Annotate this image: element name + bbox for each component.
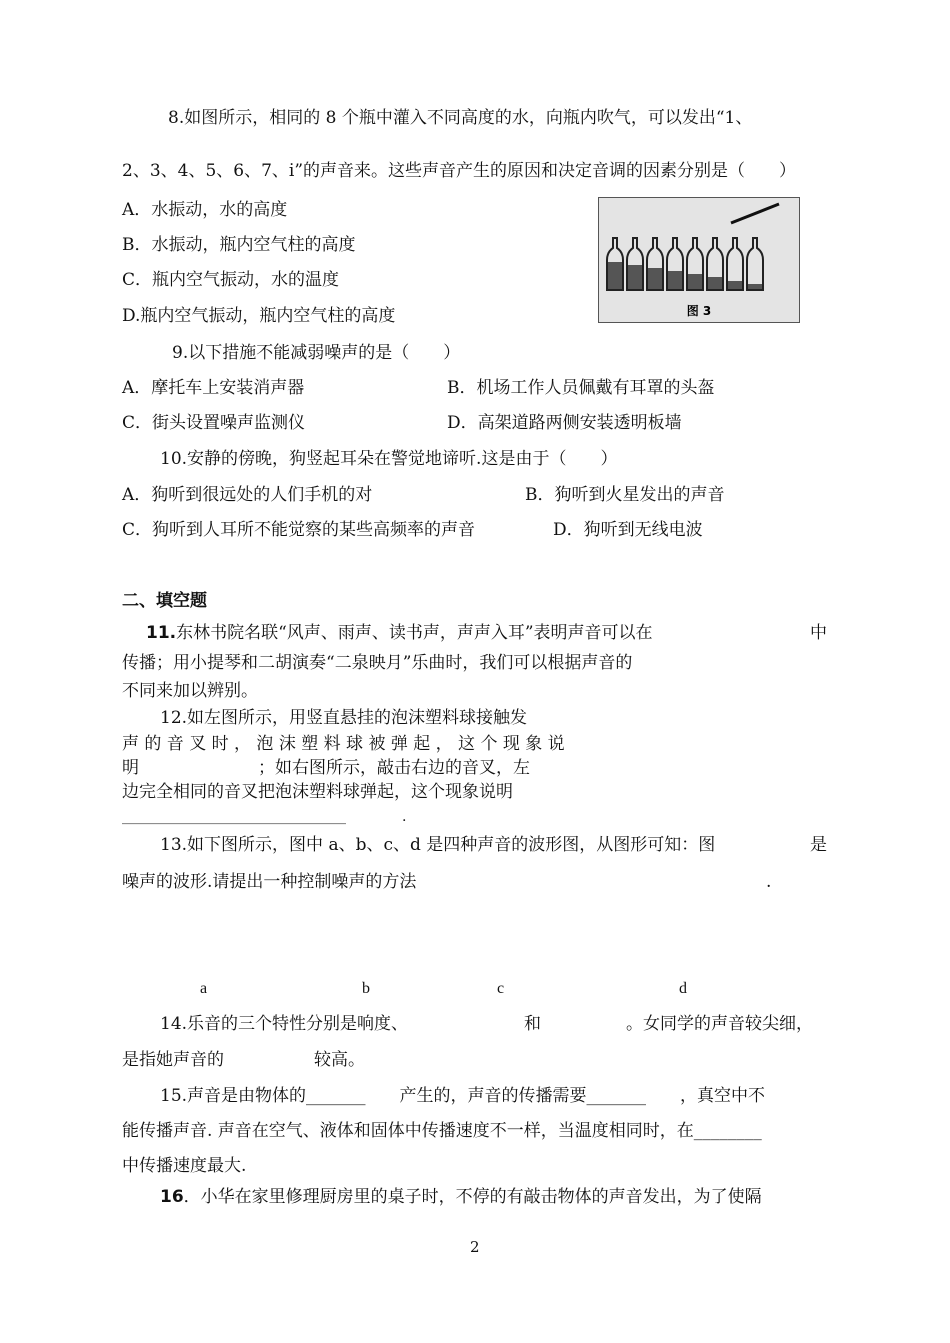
q8-option-a: A．水振动，水的高度: [122, 200, 288, 220]
q10-option-b: B．狗听到火星发出的声音: [525, 485, 725, 505]
figure-caption: 图 3: [686, 304, 712, 318]
q9-option-c: C．街头设置噪声监测仪: [122, 413, 306, 433]
q12-line2: 声 的 音 叉 时 ， 泡 沫 塑 料 球 被 弹 起 ， 这 个 现 象 说: [122, 734, 565, 754]
q11-line3: 不同来加以辨别。: [122, 681, 258, 701]
q11-line1-end: 中: [810, 623, 827, 643]
q14-line1a: 14.乐音的三个特性分别是响度、: [160, 1014, 409, 1034]
q15-line3: 中传播速度最大.: [122, 1156, 247, 1176]
q9-option-d: D．高架道路两侧安装透明板墙: [447, 413, 682, 433]
bottles-figure: [598, 197, 800, 323]
q12-line5: ________________________________ .: [122, 809, 407, 825]
q9-option-b: B．机场工作人员佩戴有耳罩的头盔: [447, 378, 715, 398]
q13-line1-end: 是: [810, 835, 827, 855]
q11-line1-text: 东林书院名联“风声、雨声、读书声，声声入耳”表明声音可以在: [176, 623, 653, 643]
q8-option-c: C．瓶内空气振动，水的温度: [122, 270, 340, 290]
q13-line1: 13.如下图所示，图中 a、b、c、d 是四种声音的波形图，从图形可知：图: [160, 835, 716, 855]
q16-line1: [160, 1186, 762, 1208]
q16-number: 16: [160, 1187, 184, 1207]
q10-option-c: C．狗听到人耳所不能觉察的某些高频率的声音: [122, 520, 476, 540]
page-number: 2: [470, 1238, 480, 1256]
section-heading-fill-in: 二、填空题: [122, 591, 207, 611]
waveform-label-c: c: [497, 980, 505, 997]
q14-line1b: 和: [524, 1014, 541, 1034]
q13-line2-end: .: [766, 872, 772, 892]
q10-stem: 10.安静的傍晚，狗竖起耳朵在警觉地谛听.这是由于（ ）: [160, 449, 618, 469]
q13-line2: 噪声的波形.请提出一种控制噪声的方法: [122, 872, 417, 892]
waveform-label-b: b: [362, 980, 370, 997]
q15-line1: 15.声音是由物体的_______ 产生的，声音的传播需要_______ ，真空中不: [160, 1086, 766, 1106]
q16-line1-text: ．小华在家里修理厨房里的桌子时，不停的有敲击物体的声音发出，为了使隔: [183, 1187, 762, 1207]
q11-number: 11.: [146, 623, 177, 643]
q11-line1: [146, 622, 653, 644]
q14-line2a: 是指她声音的: [122, 1050, 224, 1070]
q15-line2: 能传播声音. 声音在空气、液体和固体中传播速度不一样，当温度相同时，在________: [122, 1121, 762, 1141]
q10-option-a: A．狗听到很远处的人们手机的对: [122, 485, 373, 505]
waveform-label-d: d: [679, 980, 687, 997]
q14-line1c: 。女同学的声音较尖细，: [626, 1014, 813, 1034]
bottles-illustration: [599, 198, 799, 322]
q12-line4: 边完全相同的音叉把泡沫塑料球弹起，这个现象说明: [122, 782, 513, 802]
q10-option-d: D．狗听到无线电波: [553, 520, 703, 540]
q9-stem: 9.以下措施不能减弱噪声的是（ ）: [172, 343, 461, 363]
q9-option-a: A．摩托车上安装消声器: [122, 378, 305, 398]
q11-line2: 传播；用小提琴和二胡演奏“二泉映月”乐曲时，我们可以根据声音的: [122, 653, 633, 673]
q8-option-b: B．水振动，瓶内空气柱的高度: [122, 235, 356, 255]
q8-stem-line1: 8.如图所示，相同的 8 个瓶中灌入不同高度的水，向瓶内吹气，可以发出“1、: [168, 108, 753, 128]
waveform-label-a: a: [200, 980, 208, 997]
q8-option-d: D.瓶内空气振动，瓶内空气柱的高度: [122, 306, 396, 326]
q12-line3: 明 ；如右图所示，敲击右边的音叉，左: [122, 758, 530, 778]
q14-line2b: 较高。: [314, 1050, 365, 1070]
q8-stem-line2: 2、3、4、5、6、7、i̇”的声音来。这些声音产生的原因和决定音调的因素分别是（ ）: [122, 161, 797, 181]
q12-line1: 12.如左图所示，用竖直悬挂的泡沫塑料球接触发: [160, 708, 528, 728]
